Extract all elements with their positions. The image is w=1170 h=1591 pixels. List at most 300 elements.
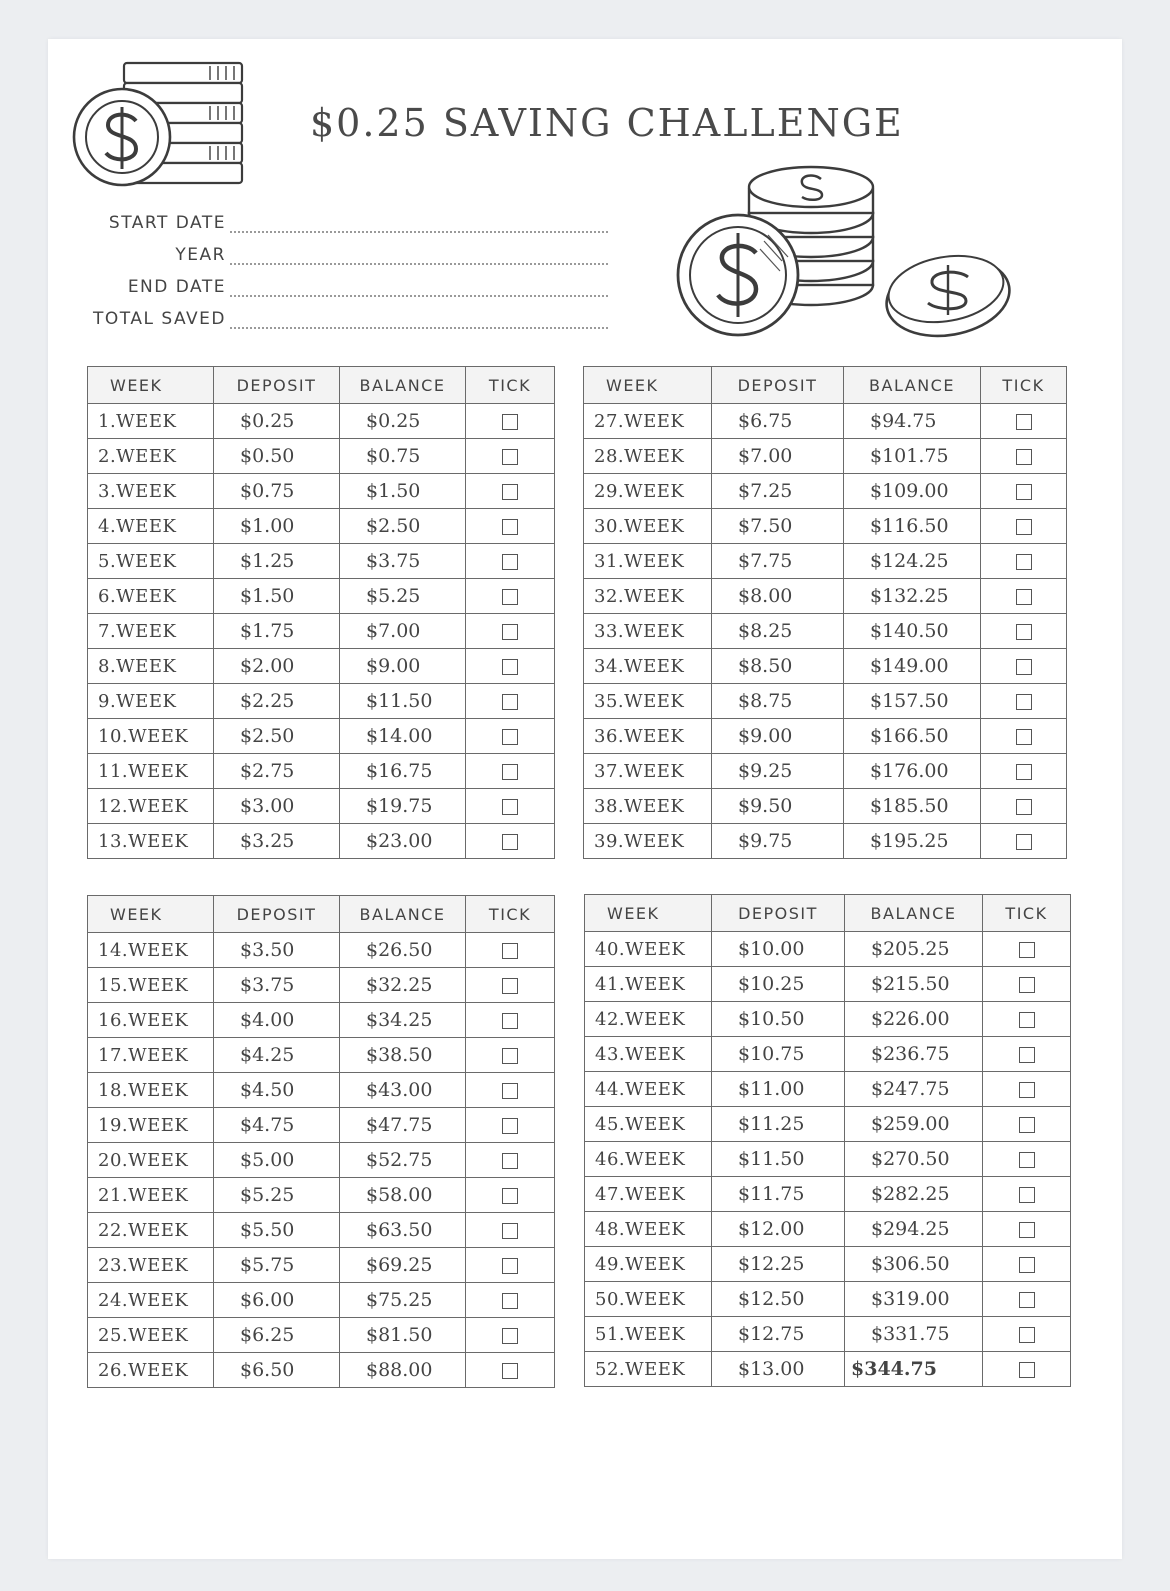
tick-cell: [466, 789, 555, 824]
table-row: [88, 1248, 555, 1283]
tick-cell: [981, 684, 1067, 719]
table-row: [584, 509, 1067, 544]
year-field[interactable]: [230, 263, 608, 265]
tick-checkbox[interactable]: [502, 1363, 518, 1379]
tick-cell: [981, 789, 1067, 824]
week-cell: 4.WEEK: [88, 509, 214, 544]
tick-checkbox[interactable]: [1019, 942, 1035, 958]
deposit-cell: $11.00: [712, 1072, 845, 1107]
week-cell: 2.WEEK: [88, 439, 214, 474]
tick-cell: [981, 754, 1067, 789]
tick-cell: [466, 1108, 555, 1143]
table-row: [584, 544, 1067, 579]
tick-checkbox[interactable]: [502, 659, 518, 675]
tick-cell: [981, 509, 1067, 544]
balance-cell: $101.75: [844, 439, 981, 474]
table-row: [585, 1177, 1071, 1212]
deposit-header: DEPOSIT: [712, 367, 844, 404]
tick-checkbox[interactable]: [1016, 799, 1032, 815]
tick-cell: [981, 614, 1067, 649]
tick-checkbox[interactable]: [502, 978, 518, 994]
deposit-cell: $1.00: [214, 509, 340, 544]
week-cell: 25.WEEK: [88, 1318, 214, 1353]
table-row: [88, 509, 555, 544]
tick-checkbox[interactable]: [1016, 694, 1032, 710]
balance-cell: $94.75: [844, 404, 981, 439]
final-total-cell: $344.75: [845, 1352, 983, 1387]
balance-cell: $0.75: [340, 439, 466, 474]
total-saved-field[interactable]: [230, 327, 608, 329]
week-header: WEEK: [585, 895, 712, 932]
table-row: [584, 719, 1067, 754]
tick-checkbox[interactable]: [502, 1083, 518, 1099]
tick-checkbox[interactable]: [502, 694, 518, 710]
tick-checkbox[interactable]: [502, 1293, 518, 1309]
tick-cell: [466, 614, 555, 649]
tick-checkbox[interactable]: [502, 589, 518, 605]
balance-cell: $109.00: [844, 474, 981, 509]
tick-checkbox[interactable]: [1016, 834, 1032, 850]
tick-checkbox[interactable]: [502, 1258, 518, 1274]
balance-cell: $259.00: [845, 1107, 983, 1142]
balance-cell: $140.50: [844, 614, 981, 649]
tick-cell: [983, 967, 1071, 1002]
savings-table-weeks-1-13: [87, 366, 555, 859]
tick-checkbox[interactable]: [1019, 1152, 1035, 1168]
balance-cell: $226.00: [845, 1002, 983, 1037]
header-row: [88, 367, 555, 404]
savings-table-weeks-14-26: [87, 895, 555, 1388]
tick-cell: [466, 474, 555, 509]
tick-cell: [466, 509, 555, 544]
tick-cell: [466, 439, 555, 474]
table-row: [584, 439, 1067, 474]
balance-cell: $14.00: [340, 719, 466, 754]
tick-checkbox[interactable]: [1019, 1082, 1035, 1098]
tick-checkbox[interactable]: [1016, 449, 1032, 465]
week-cell: 13.WEEK: [88, 824, 214, 859]
deposit-cell: $9.50: [712, 789, 844, 824]
table-row: [88, 719, 555, 754]
tick-cell: [981, 824, 1067, 859]
balance-cell: $69.25: [340, 1248, 466, 1283]
week-cell: 18.WEEK: [88, 1073, 214, 1108]
tick-checkbox[interactable]: [502, 729, 518, 745]
week-cell: 24.WEEK: [88, 1283, 214, 1318]
balance-cell: $0.25: [340, 404, 466, 439]
week-header: WEEK: [584, 367, 712, 404]
tick-cell: [983, 1072, 1071, 1107]
balance-cell: $157.50: [844, 684, 981, 719]
table-row: [585, 1317, 1071, 1352]
balance-cell: $195.25: [844, 824, 981, 859]
deposit-cell: $9.25: [712, 754, 844, 789]
balance-cell: $81.50: [340, 1318, 466, 1353]
deposit-cell: $5.75: [214, 1248, 340, 1283]
deposit-header: DEPOSIT: [214, 896, 340, 933]
tick-checkbox[interactable]: [1016, 659, 1032, 675]
deposit-cell: $1.75: [214, 614, 340, 649]
deposit-cell: $0.25: [214, 404, 340, 439]
week-cell: 7.WEEK: [88, 614, 214, 649]
deposit-cell: $7.25: [712, 474, 844, 509]
deposit-cell: $12.50: [712, 1282, 845, 1317]
tick-checkbox[interactable]: [502, 519, 518, 535]
week-cell: 29.WEEK: [584, 474, 712, 509]
week-cell: 19.WEEK: [88, 1108, 214, 1143]
week-cell: 28.WEEK: [584, 439, 712, 474]
table-row: [585, 1212, 1071, 1247]
tick-cell: [981, 404, 1067, 439]
tick-cell: [981, 579, 1067, 614]
table-row: [88, 544, 555, 579]
table-row: [88, 439, 555, 474]
week-cell: 17.WEEK: [88, 1038, 214, 1073]
balance-cell: $306.50: [845, 1247, 983, 1282]
balance-cell: $282.25: [845, 1177, 983, 1212]
tick-checkbox[interactable]: [502, 624, 518, 640]
deposit-cell: $12.25: [712, 1247, 845, 1282]
tick-checkbox[interactable]: [1016, 519, 1032, 535]
balance-cell: $7.00: [340, 614, 466, 649]
savings-table-weeks-27-39: [583, 366, 1067, 859]
table-row: [88, 1003, 555, 1038]
week-cell: 42.WEEK: [585, 1002, 712, 1037]
week-cell: 44.WEEK: [585, 1072, 712, 1107]
tick-cell: [466, 1143, 555, 1178]
deposit-cell: $5.25: [214, 1178, 340, 1213]
balance-cell: $16.75: [340, 754, 466, 789]
week-cell: 6.WEEK: [88, 579, 214, 614]
week-cell: 33.WEEK: [584, 614, 712, 649]
table-row: [88, 1143, 555, 1178]
tick-checkbox[interactable]: [502, 1013, 518, 1029]
table-row: [584, 649, 1067, 684]
tick-checkbox[interactable]: [502, 484, 518, 500]
table-row: [584, 474, 1067, 509]
balance-cell: $247.75: [845, 1072, 983, 1107]
week-cell: 51.WEEK: [585, 1317, 712, 1352]
table-row: [88, 1038, 555, 1073]
table-row: [88, 614, 555, 649]
tick-cell: [466, 968, 555, 1003]
balance-cell: $331.75: [845, 1317, 983, 1352]
deposit-cell: $2.00: [214, 649, 340, 684]
tick-checkbox[interactable]: [502, 943, 518, 959]
balance-cell: $294.25: [845, 1212, 983, 1247]
table-row: [88, 1073, 555, 1108]
total-saved-row: [68, 301, 608, 333]
week-cell: 47.WEEK: [585, 1177, 712, 1212]
tick-checkbox[interactable]: [1019, 1012, 1035, 1028]
deposit-cell: $4.75: [214, 1108, 340, 1143]
tick-cell: [983, 1317, 1071, 1352]
tick-cell: [981, 649, 1067, 684]
deposit-cell: $6.50: [214, 1353, 340, 1388]
deposit-cell: $2.50: [214, 719, 340, 754]
tick-cell: [983, 1212, 1071, 1247]
balance-cell: $9.00: [340, 649, 466, 684]
tick-header: TICK: [466, 367, 555, 404]
tick-checkbox[interactable]: [502, 1188, 518, 1204]
tick-cell: [466, 404, 555, 439]
page-title: $0.25 SAVING CHALLENGE: [310, 101, 904, 145]
table-row: [88, 1108, 555, 1143]
tick-checkbox[interactable]: [1016, 554, 1032, 570]
tick-cell: [466, 1248, 555, 1283]
tick-checkbox[interactable]: [1016, 729, 1032, 745]
tick-cell: [466, 719, 555, 754]
tick-checkbox[interactable]: [1016, 414, 1032, 430]
info-fields: [68, 205, 608, 333]
week-cell: 48.WEEK: [585, 1212, 712, 1247]
tick-checkbox[interactable]: [1019, 1362, 1035, 1378]
end-date-row: [68, 269, 608, 301]
balance-cell: $26.50: [340, 933, 466, 968]
tick-cell: [466, 1178, 555, 1213]
deposit-cell: $5.50: [214, 1213, 340, 1248]
tick-cell: [466, 544, 555, 579]
balance-cell: $75.25: [340, 1283, 466, 1318]
tick-header: TICK: [466, 896, 555, 933]
balance-cell: $185.50: [844, 789, 981, 824]
tick-cell: [981, 544, 1067, 579]
balance-cell: $11.50: [340, 684, 466, 719]
balance-cell: $38.50: [340, 1038, 466, 1073]
table-row: [88, 404, 555, 439]
balance-cell: $236.75: [845, 1037, 983, 1072]
deposit-cell: $8.75: [712, 684, 844, 719]
table-row: [584, 789, 1067, 824]
balance-cell: $34.25: [340, 1003, 466, 1038]
deposit-cell: $0.50: [214, 439, 340, 474]
balance-cell: $132.25: [844, 579, 981, 614]
table-row: [88, 933, 555, 968]
tick-header: TICK: [981, 367, 1067, 404]
header-row: [88, 896, 555, 933]
deposit-cell: $12.00: [712, 1212, 845, 1247]
tick-cell: [983, 932, 1071, 967]
deposit-cell: $4.50: [214, 1073, 340, 1108]
table-row: [88, 649, 555, 684]
tick-checkbox[interactable]: [502, 799, 518, 815]
week-cell: 20.WEEK: [88, 1143, 214, 1178]
tick-checkbox[interactable]: [1016, 484, 1032, 500]
balance-header: BALANCE: [844, 367, 981, 404]
week-cell: 11.WEEK: [88, 754, 214, 789]
balance-cell: $23.00: [340, 824, 466, 859]
balance-cell: $215.50: [845, 967, 983, 1002]
balance-cell: $3.75: [340, 544, 466, 579]
tick-checkbox[interactable]: [502, 414, 518, 430]
deposit-cell: $10.25: [712, 967, 845, 1002]
week-cell: 37.WEEK: [584, 754, 712, 789]
table-row: [584, 684, 1067, 719]
tick-cell: [983, 1282, 1071, 1317]
table-row: [88, 474, 555, 509]
table-row: [88, 579, 555, 614]
tick-checkbox[interactable]: [502, 1328, 518, 1344]
balance-cell: $52.75: [340, 1143, 466, 1178]
challenge-sheet: [48, 39, 1122, 1559]
balance-header: BALANCE: [340, 367, 466, 404]
week-cell: 27.WEEK: [584, 404, 712, 439]
tick-cell: [983, 1177, 1071, 1212]
week-cell: 15.WEEK: [88, 968, 214, 1003]
tick-checkbox[interactable]: [1016, 624, 1032, 640]
deposit-cell: $6.00: [214, 1283, 340, 1318]
table-row: [585, 932, 1071, 967]
deposit-cell: $7.75: [712, 544, 844, 579]
tick-checkbox[interactable]: [1019, 1292, 1035, 1308]
tick-cell: [466, 684, 555, 719]
deposit-cell: $5.00: [214, 1143, 340, 1178]
week-cell: 30.WEEK: [584, 509, 712, 544]
week-cell: 21.WEEK: [88, 1178, 214, 1213]
deposit-cell: $11.25: [712, 1107, 845, 1142]
tick-checkbox[interactable]: [1019, 977, 1035, 993]
coin-stack-icon: [70, 57, 250, 192]
balance-cell: $1.50: [340, 474, 466, 509]
week-cell: 14.WEEK: [88, 933, 214, 968]
tick-checkbox[interactable]: [1019, 1257, 1035, 1273]
table-row: [88, 1318, 555, 1353]
deposit-cell: $0.75: [214, 474, 340, 509]
week-header: WEEK: [88, 367, 214, 404]
tick-cell: [983, 1247, 1071, 1282]
balance-cell: $19.75: [340, 789, 466, 824]
table-row: [585, 1352, 1071, 1387]
tick-cell: [466, 1283, 555, 1318]
tick-cell: [983, 1142, 1071, 1177]
deposit-cell: $3.00: [214, 789, 340, 824]
week-cell: 34.WEEK: [584, 649, 712, 684]
tick-checkbox[interactable]: [1019, 1117, 1035, 1133]
week-cell: 45.WEEK: [585, 1107, 712, 1142]
tick-cell: [983, 1107, 1071, 1142]
balance-header: BALANCE: [845, 895, 983, 932]
deposit-header: DEPOSIT: [712, 895, 845, 932]
tick-cell: [983, 1002, 1071, 1037]
deposit-cell: $2.25: [214, 684, 340, 719]
tick-cell: [466, 933, 555, 968]
deposit-cell: $13.00: [712, 1352, 845, 1387]
week-cell: 5.WEEK: [88, 544, 214, 579]
table-row: [584, 754, 1067, 789]
table-row: [88, 824, 555, 859]
deposit-cell: $2.75: [214, 754, 340, 789]
week-cell: 9.WEEK: [88, 684, 214, 719]
tick-cell: [466, 1213, 555, 1248]
balance-cell: $319.00: [845, 1282, 983, 1317]
table-row: [88, 754, 555, 789]
deposit-cell: $1.25: [214, 544, 340, 579]
tick-checkbox[interactable]: [502, 764, 518, 780]
week-cell: 39.WEEK: [584, 824, 712, 859]
tick-cell: [466, 579, 555, 614]
week-cell: 41.WEEK: [585, 967, 712, 1002]
table-row: [584, 404, 1067, 439]
deposit-cell: $8.50: [712, 649, 844, 684]
header-row: [584, 367, 1067, 404]
tick-checkbox[interactable]: [502, 1118, 518, 1134]
deposit-cell: $3.25: [214, 824, 340, 859]
start-date-label: START DATE: [108, 213, 226, 233]
savings-table-weeks-40-52: [584, 894, 1071, 1387]
deposit-cell: $4.25: [214, 1038, 340, 1073]
week-cell: 1.WEEK: [88, 404, 214, 439]
tick-cell: [466, 754, 555, 789]
week-cell: 16.WEEK: [88, 1003, 214, 1038]
tick-checkbox[interactable]: [502, 1223, 518, 1239]
table-row: [585, 1282, 1071, 1317]
tick-checkbox[interactable]: [502, 554, 518, 570]
tick-cell: [981, 719, 1067, 754]
deposit-cell: $11.50: [712, 1142, 845, 1177]
tick-cell: [981, 439, 1067, 474]
table-row: [585, 1247, 1071, 1282]
tick-checkbox[interactable]: [1019, 1187, 1035, 1203]
balance-cell: $149.00: [844, 649, 981, 684]
year-row: [68, 237, 608, 269]
tick-cell: [466, 824, 555, 859]
tick-checkbox[interactable]: [502, 1048, 518, 1064]
table-row: [88, 1213, 555, 1248]
tick-checkbox[interactable]: [502, 449, 518, 465]
week-cell: 52.WEEK: [585, 1352, 712, 1387]
balance-header: BALANCE: [340, 896, 466, 933]
week-cell: 46.WEEK: [585, 1142, 712, 1177]
start-date-field[interactable]: [230, 231, 608, 233]
coin-pile-icon: [676, 161, 1016, 347]
table-row: [585, 1037, 1071, 1072]
deposit-cell: $10.75: [712, 1037, 845, 1072]
tick-checkbox[interactable]: [1016, 589, 1032, 605]
table-row: [88, 1178, 555, 1213]
deposit-cell: $11.75: [712, 1177, 845, 1212]
balance-cell: $5.25: [340, 579, 466, 614]
table-row: [584, 824, 1067, 859]
deposit-cell: $8.00: [712, 579, 844, 614]
table-row: [88, 1353, 555, 1388]
tick-cell: [466, 1353, 555, 1388]
tick-checkbox[interactable]: [1019, 1327, 1035, 1343]
tick-checkbox[interactable]: [1019, 1047, 1035, 1063]
week-cell: 8.WEEK: [88, 649, 214, 684]
balance-cell: $32.25: [340, 968, 466, 1003]
tick-checkbox[interactable]: [502, 1153, 518, 1169]
deposit-cell: $9.00: [712, 719, 844, 754]
week-cell: 23.WEEK: [88, 1248, 214, 1283]
week-cell: 3.WEEK: [88, 474, 214, 509]
tick-checkbox[interactable]: [1019, 1222, 1035, 1238]
table-row: [88, 968, 555, 1003]
week-cell: 31.WEEK: [584, 544, 712, 579]
table-row: [88, 789, 555, 824]
week-cell: 43.WEEK: [585, 1037, 712, 1072]
tick-checkbox[interactable]: [502, 834, 518, 850]
deposit-cell: $12.75: [712, 1317, 845, 1352]
tick-checkbox[interactable]: [1016, 764, 1032, 780]
deposit-cell: $10.00: [712, 932, 845, 967]
balance-cell: $116.50: [844, 509, 981, 544]
deposit-cell: $10.50: [712, 1002, 845, 1037]
week-header: WEEK: [88, 896, 214, 933]
week-cell: 32.WEEK: [584, 579, 712, 614]
end-date-field[interactable]: [230, 295, 608, 297]
deposit-cell: $1.50: [214, 579, 340, 614]
balance-cell: $205.25: [845, 932, 983, 967]
